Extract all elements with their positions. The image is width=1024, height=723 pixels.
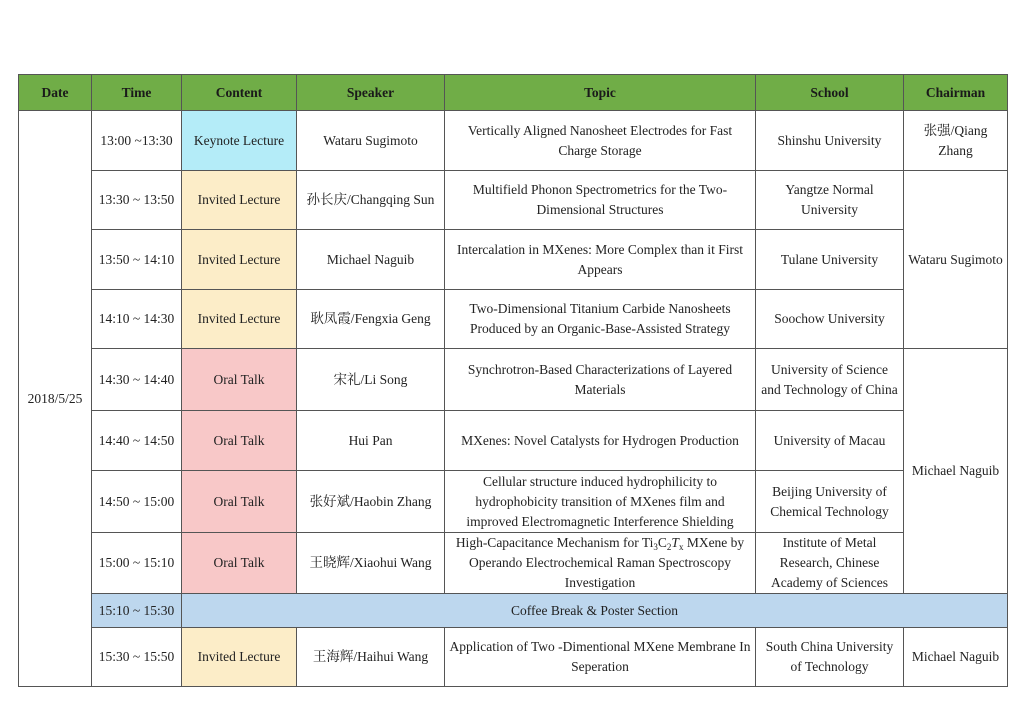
content-cell: Invited Lecture xyxy=(182,171,297,230)
time-cell: 14:40 ~ 14:50 xyxy=(92,411,182,471)
topic-cell: Intercalation in MXenes: More Complex than it First Appears xyxy=(445,230,756,290)
content-cell: Oral Talk xyxy=(182,411,297,471)
topic-text: High-Capacitance Mechanism for Ti xyxy=(455,535,654,550)
topic-text: T xyxy=(671,535,679,550)
topic-text: MXene by Operando Electrochemical Raman Spectroscopy Investigation xyxy=(468,535,745,590)
topic-text: C xyxy=(657,535,667,550)
topic-cell: Application of Two -Dimentional MXene Membrane In Seperation xyxy=(445,628,756,687)
content-cell: Keynote Lecture xyxy=(182,111,297,171)
school-cell: South China University of Technology xyxy=(756,628,904,687)
time-cell: 15:00 ~ 15:10 xyxy=(92,533,182,594)
header-topic: Topic xyxy=(445,75,756,111)
speaker-cell: Wataru Sugimoto xyxy=(297,111,445,171)
table-row xyxy=(19,411,1008,471)
content-cell: Oral Talk xyxy=(182,533,297,594)
content-cell: Invited Lecture xyxy=(182,628,297,687)
school-cell: Soochow University xyxy=(756,290,904,349)
content-cell: Oral Talk xyxy=(182,349,297,411)
header-chairman: Chairman xyxy=(904,75,1008,111)
school-cell: Yangtze Normal University xyxy=(756,171,904,230)
topic-cell: Vertically Aligned Nanosheet Electrodes for Fast Charge Storage xyxy=(445,111,756,171)
school-cell: University of Science and Technology of China xyxy=(756,349,904,411)
table-row xyxy=(19,230,1008,290)
topic-cell xyxy=(445,533,756,594)
table-row xyxy=(19,111,1008,171)
chairman-cell: Wataru Sugimoto xyxy=(904,171,1008,349)
header-time: Time xyxy=(92,75,182,111)
chairman-cell: 张强/Qiang Zhang xyxy=(904,111,1008,171)
header-content: Content xyxy=(182,75,297,111)
break-label-cell: Coffee Break & Poster Section xyxy=(182,594,1008,628)
table-row xyxy=(19,171,1008,230)
date-cell: 2018/5/25 xyxy=(19,111,92,687)
speaker-cell: 王晓辉/Xiaohui Wang xyxy=(297,533,445,594)
topic-cell: Multifield Phonon Spectrometrics for the Two-Dimensional Structures xyxy=(445,171,756,230)
topic-subscript: 2 xyxy=(666,542,672,552)
table-row xyxy=(19,349,1008,411)
chairman-cell: Michael Naguib xyxy=(904,628,1008,687)
time-cell: 13:00 ~13:30 xyxy=(92,111,182,171)
header-school: School xyxy=(756,75,904,111)
schedule-table xyxy=(18,74,1008,687)
time-cell: 14:10 ~ 14:30 xyxy=(92,290,182,349)
time-cell: 15:30 ~ 15:50 xyxy=(92,628,182,687)
content-cell: Invited Lecture xyxy=(182,290,297,349)
topic-subscript: 3 xyxy=(653,542,658,552)
speaker-cell: 孙长庆/Changqing Sun xyxy=(297,171,445,230)
table-row xyxy=(19,471,1008,533)
time-cell: 14:50 ~ 15:00 xyxy=(92,471,182,533)
speaker-cell: 耿凤霞/Fengxia Geng xyxy=(297,290,445,349)
speaker-cell: 王海辉/Haihui Wang xyxy=(297,628,445,687)
speaker-cell: Michael Naguib xyxy=(297,230,445,290)
break-row xyxy=(19,594,1008,628)
time-cell: 13:30 ~ 13:50 xyxy=(92,171,182,230)
school-cell: Tulane University xyxy=(756,230,904,290)
content-cell: Invited Lecture xyxy=(182,230,297,290)
school-cell: University of Macau xyxy=(756,411,904,471)
table-row xyxy=(19,533,1008,594)
table-row xyxy=(19,290,1008,349)
header-row xyxy=(19,75,1008,111)
topic-cell: Two-Dimensional Titanium Carbide Nanosheets Produced by an Organic-Base-Assisted Strategy xyxy=(445,290,756,349)
time-cell: 14:30 ~ 14:40 xyxy=(92,349,182,411)
topic-subscript: x xyxy=(678,542,684,552)
school-cell: Institute of Metal Research, Chinese Academy of Sciences xyxy=(756,533,904,594)
school-cell: Beijing University of Chemical Technology xyxy=(756,471,904,533)
content-cell: Oral Talk xyxy=(182,471,297,533)
school-cell: Shinshu University xyxy=(756,111,904,171)
time-cell: 13:50 ~ 14:10 xyxy=(92,230,182,290)
header-speaker: Speaker xyxy=(297,75,445,111)
topic-cell: Synchrotron-Based Characterizations of Layered Materials xyxy=(445,349,756,411)
header-date: Date xyxy=(19,75,92,111)
chairman-cell: Michael Naguib xyxy=(904,349,1008,594)
topic-cell: MXenes: Novel Catalysts for Hydrogen Production xyxy=(445,411,756,471)
speaker-cell: 宋礼/Li Song xyxy=(297,349,445,411)
speaker-cell: Hui Pan xyxy=(297,411,445,471)
speaker-cell: 张好斌/Haobin Zhang xyxy=(297,471,445,533)
table-row xyxy=(19,628,1008,687)
topic-cell: Cellular structure induced hydrophilicity to hydrophobicity transition of MXenes film and improved Electromagnetic Interference Shielding xyxy=(445,471,756,533)
break-time-cell: 15:10 ~ 15:30 xyxy=(92,594,182,628)
